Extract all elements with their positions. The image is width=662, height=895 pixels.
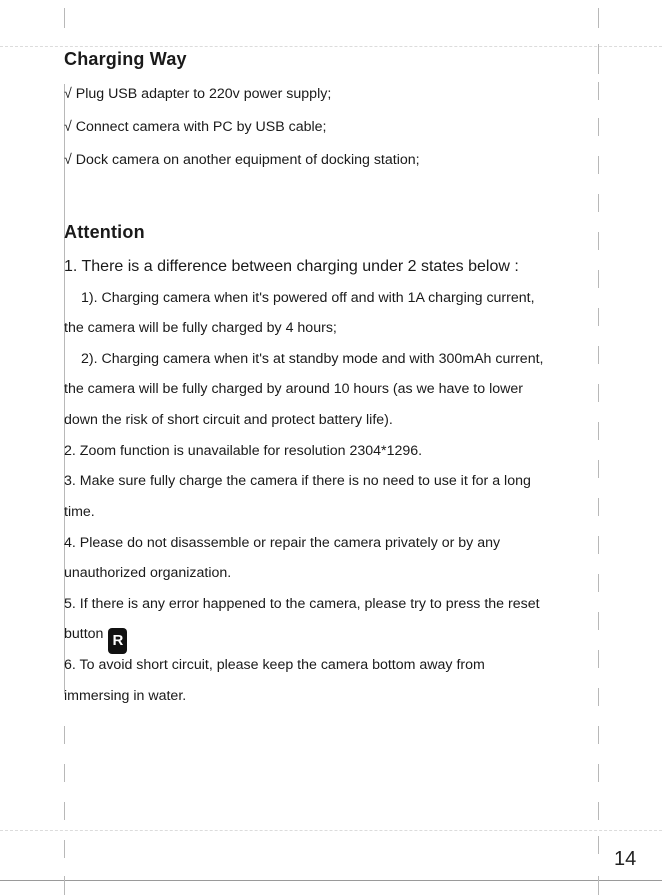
attention-line: the camera will be fully charged by around 10 hours (as we have to lower [64, 381, 523, 397]
attention-line: 2. Zoom function is unavailable for resolution 2304*1296. [64, 443, 423, 459]
margin-mark-right [598, 346, 599, 364]
attention-line: down the risk of short circuit and protect battery life). [64, 412, 393, 428]
margin-mark-right [598, 422, 599, 440]
crop-mark-left [64, 8, 65, 28]
attention-heading: Attention [64, 222, 145, 242]
attention-line: 6. To avoid short circuit, please keep the camera bottom away from [64, 657, 485, 673]
page-bottom-rule [0, 880, 662, 881]
margin-mark-right [598, 764, 599, 782]
margin-mark-right [598, 384, 599, 402]
margin-mark-right [598, 650, 599, 668]
margin-mark-right [598, 688, 599, 706]
guide-line-bottom [0, 830, 662, 832]
crop-mark-left [64, 840, 65, 858]
margin-mark-right [598, 726, 599, 744]
attention-line: 4. Please do not disassemble or repair the camera privately or by any [64, 535, 501, 551]
attention-line: 1. There is a difference between charging under 2 states below : [64, 258, 519, 275]
margin-mark-right [598, 498, 599, 516]
margin-mark-right [598, 308, 599, 326]
margin-mark-right [598, 460, 599, 478]
margin-mark-right [598, 612, 599, 630]
charging-item: √ Connect camera with PC by USB cable; [64, 119, 327, 135]
attention-line: time. [64, 504, 95, 520]
attention-line: unauthorized organization. [64, 565, 232, 581]
charging-way-heading: Charging Way [64, 49, 187, 69]
margin-mark-right [598, 574, 599, 592]
attention-line: 2). Charging camera when it's at standby mode and with 300mAh current, [81, 351, 544, 367]
attention-line: 1). Charging camera when it's powered off and with 1A charging current, [81, 290, 535, 306]
margin-mark-right [598, 82, 599, 100]
margin-mark-right [598, 270, 599, 288]
margin-mark-left [64, 764, 65, 782]
crop-mark-right [598, 8, 599, 28]
charging-item: √ Plug USB adapter to 220v power supply; [64, 86, 332, 102]
charging-item: √ Dock camera on another equipment of docking station; [64, 152, 420, 168]
margin-mark-left [64, 726, 65, 744]
margin-mark-right [598, 44, 599, 74]
attention-line: 5. If there is any error happened to the camera, please try to press the reset [64, 596, 540, 612]
page-number: 14 [614, 848, 637, 870]
margin-mark-right [598, 802, 599, 820]
margin-mark-left [64, 802, 65, 820]
margin-mark-right [598, 194, 599, 212]
crop-mark-right [598, 836, 599, 854]
crop-mark-right [598, 876, 599, 895]
margin-mark-right [598, 232, 599, 250]
margin-mark-right [598, 118, 599, 136]
guide-line-top [0, 46, 662, 48]
reset-text: button [64, 626, 104, 642]
attention-line: 3. Make sure fully charge the camera if there is no need to use it for a long [64, 473, 531, 489]
reset-button-icon: R [108, 628, 127, 654]
margin-mark-right [598, 536, 599, 554]
attention-line: immersing in water. [64, 688, 187, 704]
attention-line: the camera will be fully charged by 4 hours; [64, 320, 337, 336]
attention-line-reset [64, 626, 127, 654]
margin-mark-right [598, 156, 599, 174]
crop-mark-left [64, 876, 65, 895]
